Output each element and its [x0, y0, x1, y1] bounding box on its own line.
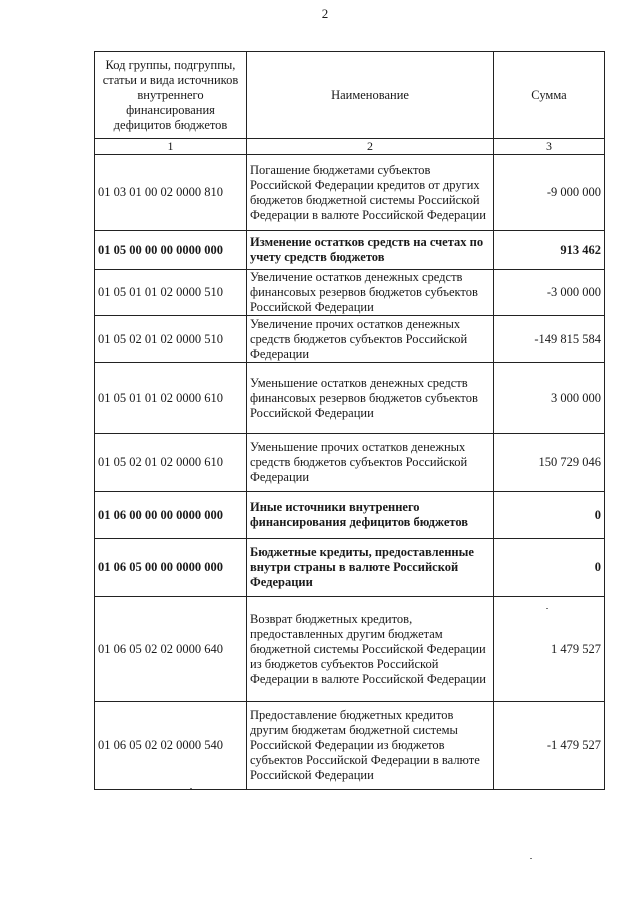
row-name: Изменение остатков средств на счетах по учету средств бюджетов: [247, 231, 494, 270]
row-sum: -3 000 000: [494, 270, 605, 316]
column-index-row: [95, 139, 605, 155]
column-index: 1: [95, 139, 247, 155]
row-name: Уменьшение прочих остатков денежных средств бюджетов субъектов Российской Федерации: [247, 434, 494, 492]
row-code: 01 05 01 01 02 0000 610: [95, 363, 247, 434]
scan-speck: [546, 608, 548, 609]
header-name: Наименование: [247, 52, 494, 139]
row-code: 01 06 05 02 02 0000 640: [95, 597, 247, 702]
row-name: Погашение бюджетами субъектов Российской Федерации кредитов от других бюджетов бюджетной системы Российской Федерации в валюте Российской Федерации: [247, 155, 494, 231]
row-name: Возврат бюджетных кредитов, предоставленных другим бюджетам бюджетной системы Российской Федерации из бюджетов субъектов Российской Федерации в валюте Российской Федерации: [247, 597, 494, 702]
row-code: 01 06 00 00 00 0000 000: [95, 492, 247, 539]
row-sum: 0: [494, 539, 605, 597]
row-name: Предоставление бюджетных кредитов другим бюджетам бюджетной системы Российской Федерации из бюджетов субъектов Российской Федерации в валюте Российской Федерации: [247, 702, 494, 790]
row-sum: -1 479 527: [494, 702, 605, 790]
table-row: [95, 155, 605, 231]
table-row: [95, 597, 605, 702]
row-code: 01 03 01 00 02 0000 810: [95, 155, 247, 231]
page-number: 2: [321, 6, 329, 21]
row-sum: -149 815 584: [494, 316, 605, 363]
table-row: [95, 231, 605, 270]
row-sum: 913 462: [494, 231, 605, 270]
row-sum: 1 479 527: [494, 597, 605, 702]
row-name: Бюджетные кредиты, предоставленные внутри страны в валюте Российской Федерации: [247, 539, 494, 597]
row-sum: 150 729 046: [494, 434, 605, 492]
sources-table: [94, 51, 605, 790]
row-sum: -9 000 000: [494, 155, 605, 231]
row-code: 01 06 05 00 00 0000 000: [95, 539, 247, 597]
header-row: [95, 52, 605, 139]
row-sum: 0: [494, 492, 605, 539]
row-name: Иные источники внутреннего финансирования дефицитов бюджетов: [247, 492, 494, 539]
row-name: Уменьшение остатков денежных средств финансовых резервов бюджетов субъектов Российской Федерации: [247, 363, 494, 434]
header-code: Код группы, подгруппы, статьи и вида источников внутреннего финансирования дефицитов бюджетов: [95, 52, 247, 139]
column-index: 3: [494, 139, 605, 155]
table-row: [95, 539, 605, 597]
scan-speck: [190, 788, 192, 789]
row-name: Увеличение прочих остатков денежных средств бюджетов субъектов Российской Федерации: [247, 316, 494, 363]
scan-speck: [530, 858, 532, 859]
row-code: 01 06 05 02 02 0000 540: [95, 702, 247, 790]
table-row: [95, 316, 605, 363]
row-name: Увеличение остатков денежных средств финансовых резервов бюджетов субъектов Российской Федерации: [247, 270, 494, 316]
table-row: [95, 434, 605, 492]
row-code: 01 05 01 01 02 0000 510: [95, 270, 247, 316]
column-index: 2: [247, 139, 494, 155]
table-row: [95, 270, 605, 316]
header-sum: Сумма: [494, 52, 605, 139]
table-row: [95, 363, 605, 434]
row-code: 01 05 02 01 02 0000 610: [95, 434, 247, 492]
table-row: [95, 492, 605, 539]
row-code: 01 05 02 01 02 0000 510: [95, 316, 247, 363]
table-row: [95, 702, 605, 790]
row-code: 01 05 00 00 00 0000 000: [95, 231, 247, 270]
row-sum: 3 000 000: [494, 363, 605, 434]
